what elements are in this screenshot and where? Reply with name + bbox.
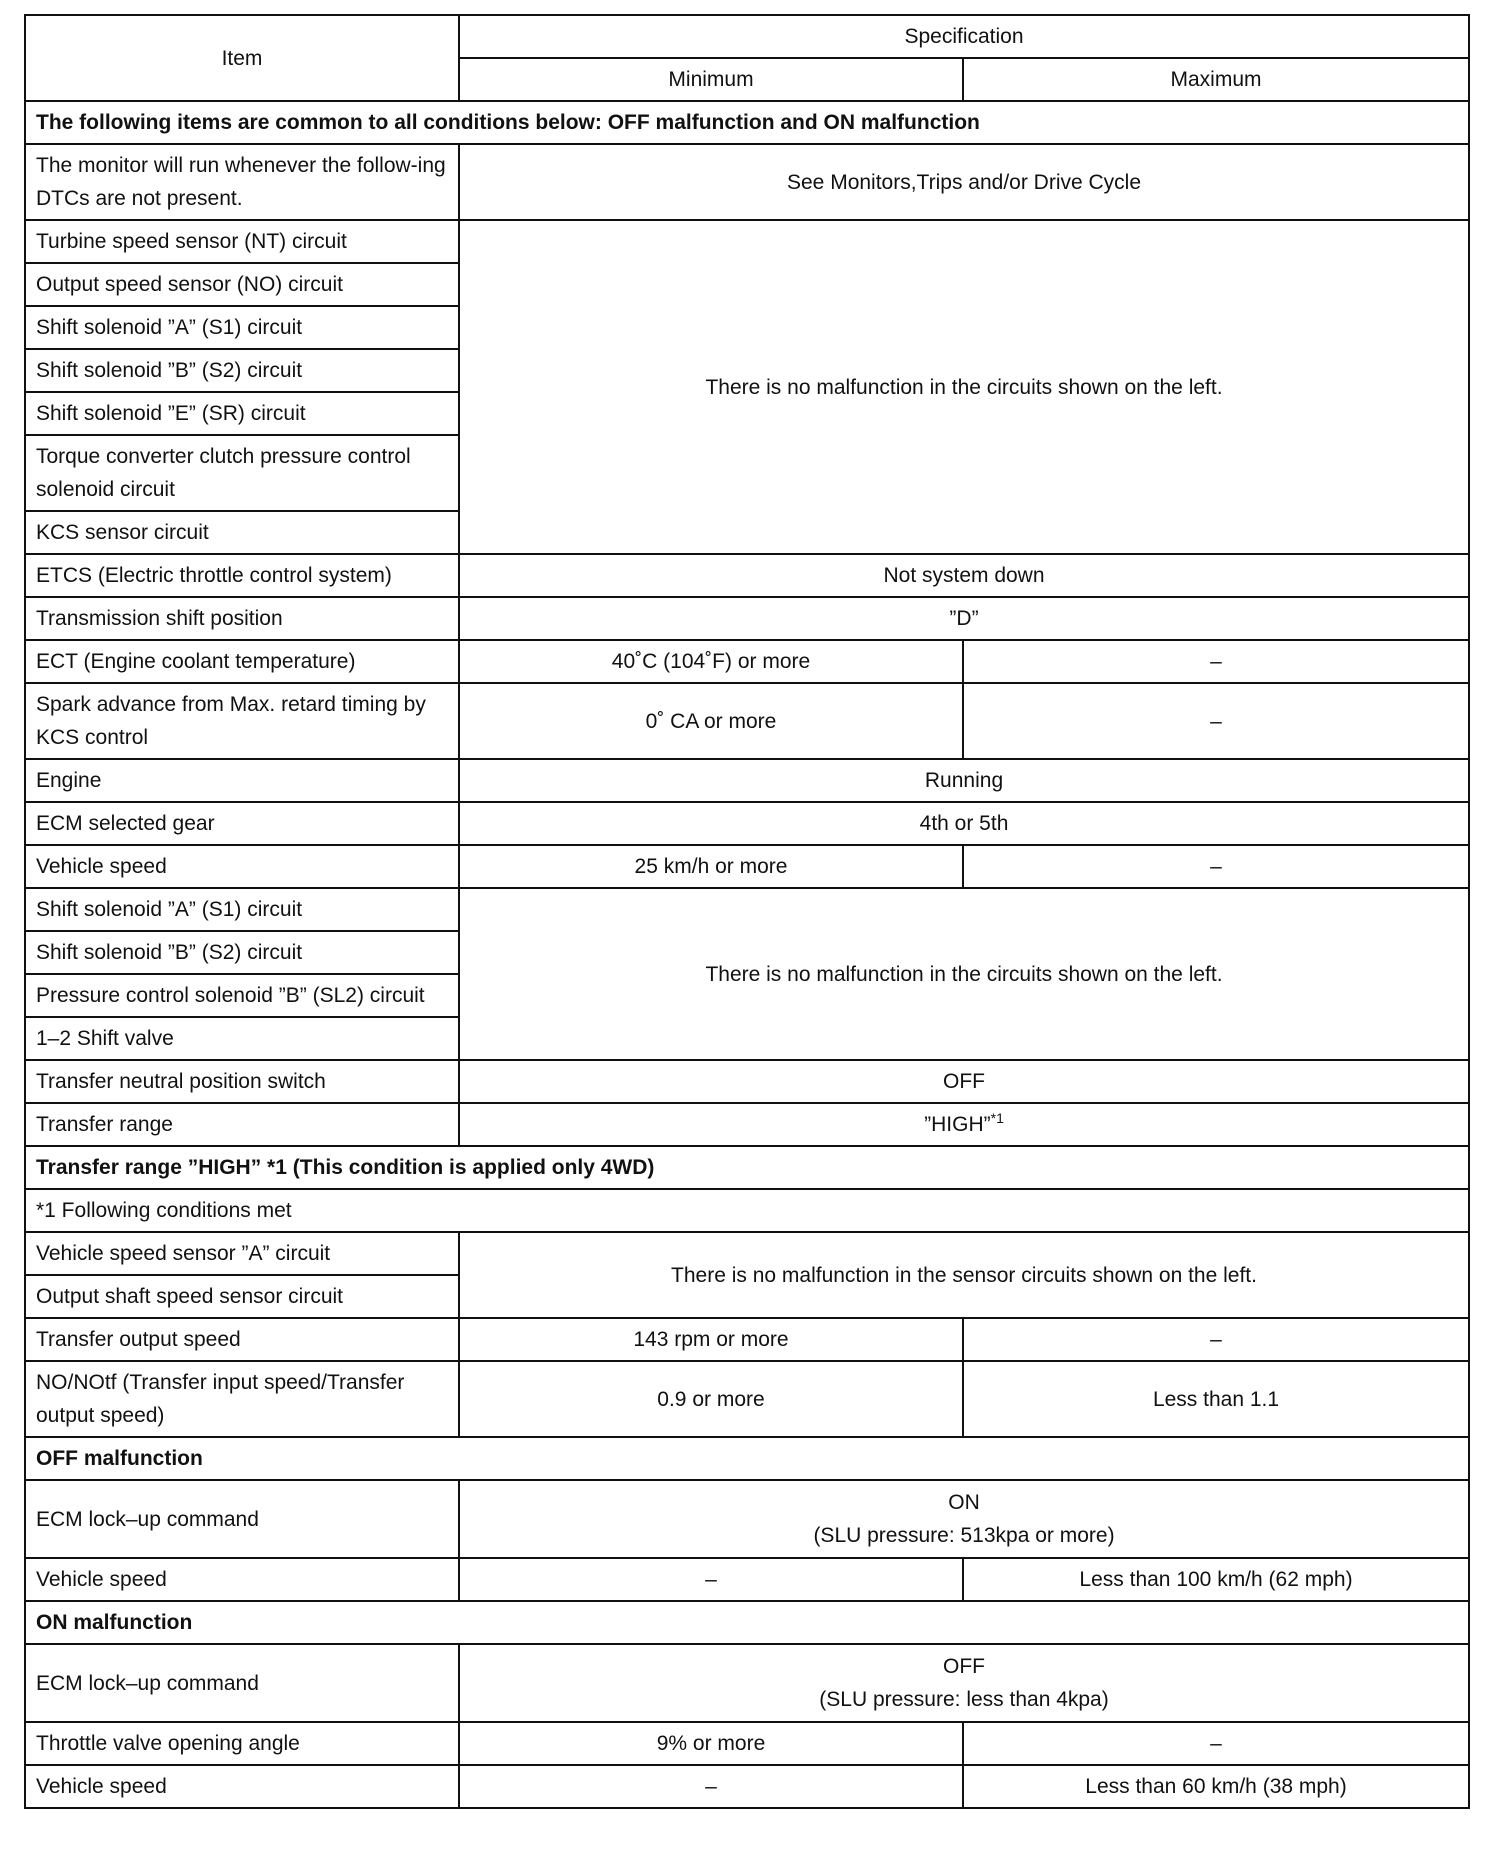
sensors-spec: There is no malfunction in the sensor circuits shown on the left.: [459, 1232, 1469, 1318]
row-spec: [459, 1103, 1469, 1146]
row-item: The monitor will run whenever the follow-ing DTCs are not present.: [25, 144, 459, 220]
row-max: –: [963, 1318, 1469, 1361]
circuit-item: Shift solenoid ”A” (S1) circuit: [25, 306, 459, 349]
row-max: –: [963, 640, 1469, 683]
row-min: 25 km/h or more: [459, 845, 963, 888]
circuit-item: Shift solenoid ”B” (S2) circuit: [25, 349, 459, 392]
circuit-item: 1–2 Shift valve: [25, 1017, 459, 1060]
circuits-spec: There is no malfunction in the circuits shown on the left.: [459, 888, 1469, 1060]
row-spec: OFF: [459, 1060, 1469, 1103]
row-max: –: [963, 845, 1469, 888]
spec-line: OFF: [943, 1655, 985, 1678]
row-spec: See Monitors,Trips and/or Drive Cycle: [459, 144, 1469, 220]
circuit-item: Torque converter clutch pressure control solenoid circuit: [25, 435, 459, 511]
circuit-item: Turbine speed sensor (NT) circuit: [25, 220, 459, 263]
circuit-item: KCS sensor circuit: [25, 511, 459, 554]
row-spec: Not system down: [459, 554, 1469, 597]
sensor-item: Vehicle speed sensor ”A” circuit: [25, 1232, 459, 1275]
row-item: Transfer range: [25, 1103, 459, 1146]
row-item: ETCS (Electric throttle control system): [25, 554, 459, 597]
circuit-item: Shift solenoid ”E” (SR) circuit: [25, 392, 459, 435]
row-item: Vehicle speed: [25, 845, 459, 888]
row-max: –: [963, 683, 1469, 759]
spec-line: (SLU pressure: 513kpa or more): [813, 1524, 1115, 1547]
section-heading-on: ON malfunction: [25, 1601, 1469, 1644]
row-item: Transfer output speed: [25, 1318, 459, 1361]
row-spec: 4th or 5th: [459, 802, 1469, 845]
row-item: NO/NOtf (Transfer input speed/Transfer output speed): [25, 1361, 459, 1437]
transfer-range-value: ”HIGH”: [924, 1113, 991, 1136]
circuit-item: Shift solenoid ”B” (S2) circuit: [25, 931, 459, 974]
row-spec: Running: [459, 759, 1469, 802]
row-spec: ”D”: [459, 597, 1469, 640]
row-min: 40˚C (104˚F) or more: [459, 640, 963, 683]
row-item: Transmission shift position: [25, 597, 459, 640]
circuit-item: Pressure control solenoid ”B” (SL2) circuit: [25, 974, 459, 1017]
header-specification: Specification: [459, 15, 1469, 58]
row-min: 0˚ CA or more: [459, 683, 963, 759]
row-item: Vehicle speed: [25, 1765, 459, 1808]
row-item: ECM lock–up command: [25, 1644, 459, 1722]
row-item: Spark advance from Max. retard timing by KCS control: [25, 683, 459, 759]
row-item: Transfer neutral position switch: [25, 1060, 459, 1103]
circuit-item: Output speed sensor (NO) circuit: [25, 263, 459, 306]
header-minimum: Minimum: [459, 58, 963, 101]
row-spec: [459, 1480, 1469, 1558]
row-item: ECT (Engine coolant temperature): [25, 640, 459, 683]
specification-table: [24, 14, 1470, 1809]
row-max: –: [963, 1722, 1469, 1765]
header-maximum: Maximum: [963, 58, 1469, 101]
row-item: ECM lock–up command: [25, 1480, 459, 1558]
row-item: Throttle valve opening angle: [25, 1722, 459, 1765]
section-heading-off: OFF malfunction: [25, 1437, 1469, 1480]
section-heading-common: The following items are common to all conditions below: OFF malfunction and ON malfunction: [25, 101, 1469, 144]
spec-line: (SLU pressure: less than 4kpa): [819, 1688, 1109, 1711]
row-max: Less than 1.1: [963, 1361, 1469, 1437]
header-item: Item: [25, 15, 459, 101]
row-item: Vehicle speed: [25, 1558, 459, 1601]
row-item: ECM selected gear: [25, 802, 459, 845]
circuit-item: Shift solenoid ”A” (S1) circuit: [25, 888, 459, 931]
row-spec: [459, 1644, 1469, 1722]
row-min: –: [459, 1558, 963, 1601]
footnote-ref: *1: [990, 1110, 1004, 1126]
section-heading-transfer: Transfer range ”HIGH” *1 (This condition is applied only 4WD): [25, 1146, 1469, 1189]
row-min: 9% or more: [459, 1722, 963, 1765]
footnote-note: *1 Following conditions met: [25, 1189, 1469, 1232]
row-min: 143 rpm or more: [459, 1318, 963, 1361]
sensor-item: Output shaft speed sensor circuit: [25, 1275, 459, 1318]
circuits-spec: There is no malfunction in the circuits shown on the left.: [459, 220, 1469, 554]
spec-line: ON: [948, 1491, 980, 1514]
row-min: 0.9 or more: [459, 1361, 963, 1437]
row-max: Less than 100 km/h (62 mph): [963, 1558, 1469, 1601]
row-max: Less than 60 km/h (38 mph): [963, 1765, 1469, 1808]
row-item: Engine: [25, 759, 459, 802]
row-min: –: [459, 1765, 963, 1808]
